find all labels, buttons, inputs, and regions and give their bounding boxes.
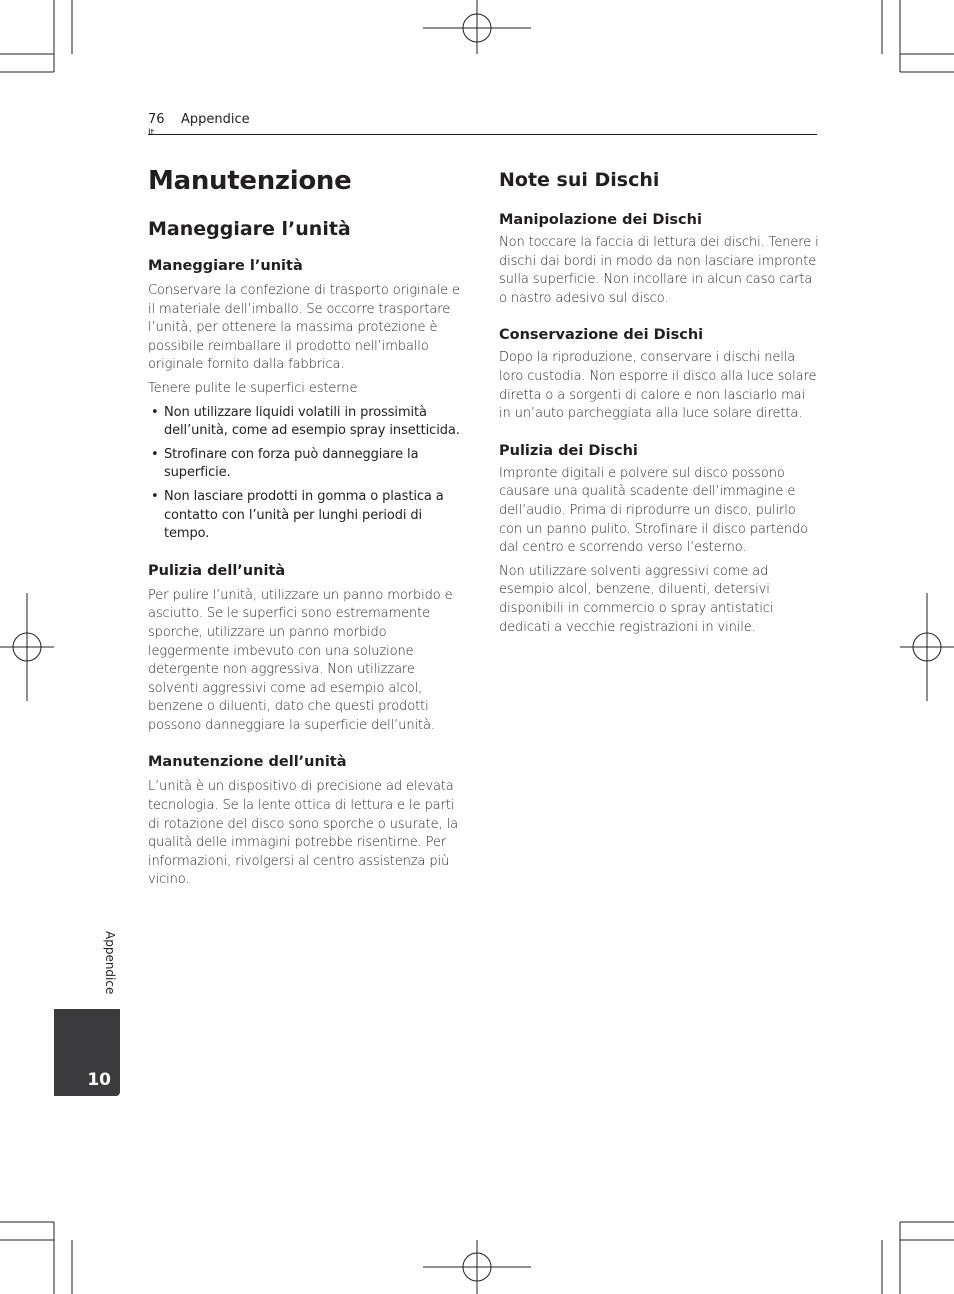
subheading-conservazione: Conservazione dei Dischi bbox=[499, 327, 704, 344]
subheading-manutenzione-unita: Manutenzione dell’unità bbox=[148, 754, 347, 771]
paragraph: Tenere pulite le superfici esterne bbox=[148, 380, 358, 396]
language-code: It bbox=[148, 128, 155, 138]
bullet-list bbox=[148, 404, 468, 544]
list-item: • Non utilizzare liquidi volatili in prossimità dell’unità, come ad esempio spray insetticida. bbox=[148, 404, 468, 441]
subheading-pulizia-dischi: Pulizia dei Dischi bbox=[499, 442, 638, 459]
header-rule bbox=[148, 134, 817, 135]
left-column bbox=[148, 164, 468, 895]
page-title: Manutenzione bbox=[148, 166, 352, 196]
paragraph: Per pulire l’unità, utilizzare un panno morbido e asciutto. Se le superfici sono estremamente sporche, utilizzare un panno morbido leggermente imbevuto con una soluzione detergente non aggressiva. Non utilizzare solventi aggressivi come ad esempio alcol, benzene o diluenti, dato che questi prodotti possono danneggiare la superficie dell’unità. bbox=[148, 587, 453, 733]
subheading-manipolazione: Manipolazione dei Dischi bbox=[499, 212, 702, 228]
right-column bbox=[499, 164, 819, 642]
paragraph: Impronte digitali e polvere sul disco possono causare una qualità scadente dell’immagine e dell’audio. Prima di riprodurre un disco, pulirlo con un panno pulito. Strofinare il disco partendo dal centro e scorrendo verso l’esterno. bbox=[499, 465, 809, 556]
paragraph: L’unità è un dispositivo di precisione ad elevata tecnologia. Se la lente ottica di lettura e le parti di rotazione del disco sono sporche o usurate, la qualità delle immagini potrebbe risentirne. Per informazioni, rivolgersi al centro assistenza più vicino. bbox=[148, 779, 458, 888]
chapter-number: 10 bbox=[87, 1070, 111, 1090]
page-number: 76 bbox=[148, 112, 165, 127]
side-tab-label: Appendice bbox=[103, 931, 117, 995]
subheading-pulizia-unita: Pulizia dell’unità bbox=[148, 562, 286, 579]
running-header-section: Appendice bbox=[181, 112, 250, 127]
paragraph: Non toccare la faccia di lettura dei dischi. Tenere i dischi dai bordi in modo da non lasciare impronte sulla superficie. Non incollare in alcun caso carta o nastro adesivo sul disco. bbox=[499, 235, 819, 306]
paragraph: Dopo la riproduzione, conservare i dischi nella loro custodia. Non esporre il disco alla luce solare diretta o a sorgenti di calore e non lasciarlo mai in un’auto parcheggiata alla luce solare diretta. bbox=[499, 350, 817, 422]
subheading-maneggiare: Maneggiare l’unità bbox=[148, 258, 303, 274]
section-heading-note-dischi: Note sui Dischi bbox=[499, 169, 660, 191]
paragraph: Conservare la confezione di trasporto originale e il materiale dell’imballo. Se occorre trasportare l’unità, per ottenere la massima protezione è possibile reimballare il prodotto nell’imballo originale fornito dalla fabbrica. bbox=[148, 283, 460, 373]
list-item: • Non lasciare prodotti in gomma o plastica a contatto con l’unità per lunghi periodi di tempo. bbox=[148, 488, 468, 544]
paragraph: Non utilizzare solventi aggressivi come ad esempio alcol, benzene, diluenti, detersivi disponibili in commercio o spray antistatici dedicati a vecchie registrazioni in vinile. bbox=[499, 563, 774, 635]
section-heading-maneggiare: Maneggiare l’unità bbox=[148, 218, 351, 240]
list-item: • Strofinare con forza può danneggiare la superficie. bbox=[148, 446, 468, 483]
